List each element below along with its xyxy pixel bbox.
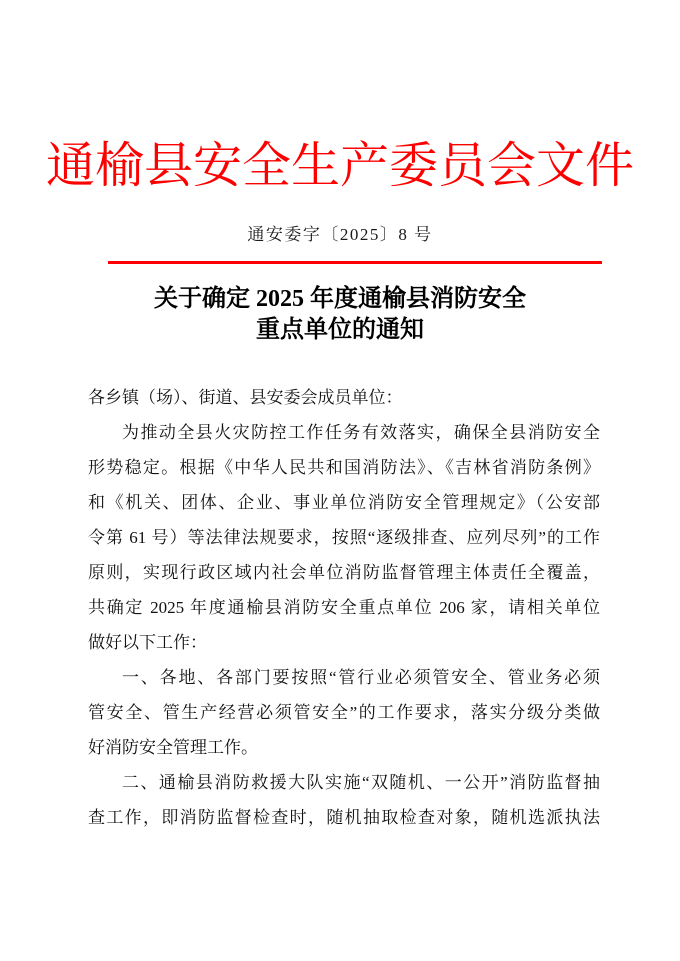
body-line-4: 和《机关、团体、企业、事业单位消防安全管理规定》（公安部 — [88, 493, 600, 512]
red-divider-line — [108, 261, 602, 264]
document-title-line1: 关于确定 2025 年度通榆县消防安全 — [154, 286, 526, 312]
body-line-6: 原则，实现行政区域内社会单位消防监督管理主体责任全覆盖， — [88, 563, 600, 582]
body-line-2: 为推动全县火灾防控工作任务有效落实，确保全县消防安全 — [122, 423, 600, 442]
body-line-9: 一、各地、各部门要按照“管行业必须管安全、管业务必须 — [122, 668, 600, 687]
body-line-11: 好消防安全管理工作。 — [88, 738, 258, 757]
document-title — [84, 284, 596, 346]
document-number: 通安委字〔2025〕8 号 — [247, 225, 433, 244]
body-line-7: 共确定 2025 年度通榆县消防安全重点单位 206 家，请相关单位 — [88, 598, 600, 617]
body-line-5: 令第 61 号）等法律法规要求，按照“逐级排查、应列尽列”的工作 — [88, 528, 600, 547]
body-line-8: 做好以下工作： — [88, 633, 207, 652]
body-line-10: 管安全、管生产经营必须管安全”的工作要求，落实分级分类做 — [88, 703, 600, 722]
body-line-12: 二、通榆县消防救援大队实施“双随机、一公开”消防监督抽 — [122, 773, 600, 792]
document-header-title: 通榆县安全生产委员会文件 — [45, 138, 634, 193]
body-line-3: 形势稳定。根据《中华人民共和国消防法》、《吉林省消防条例》 — [88, 458, 600, 477]
body-line-13: 查工作，即消防监督检查时，随机抽取检查对象，随机选派执法 — [88, 808, 600, 827]
document-body — [88, 380, 600, 835]
document-title-line2: 重点单位的通知 — [256, 317, 424, 343]
body-line-salutation: 各乡镇（场）、街道、县安委会成员单位： — [88, 388, 403, 407]
